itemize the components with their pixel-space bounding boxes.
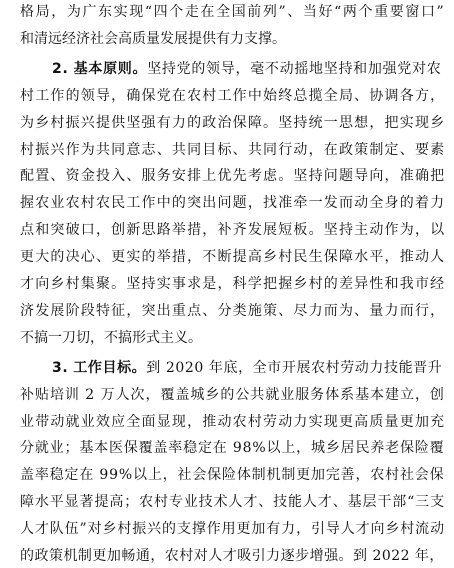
- goals-line-7: 人才队伍”对乡村振兴的支撑作用更加有力，引导人才向乡村流动: [20, 521, 445, 537]
- goals-line-5: 盖率稳定在 99%以上，社会保险体制机制更加完善，农村社会保: [20, 467, 445, 483]
- goals-line-1-text: 到 2020 年底，全市开展农村劳动力技能晋升: [146, 360, 443, 376]
- intro-line-1: 格局，为广东实现“四个走在全国前列”、当好“两个重要窗口”: [20, 4, 446, 20]
- goals-line-6: 障水平显著提高；农村专业技术人才、技能人才、基层干部“三支: [20, 494, 445, 510]
- principles-line-1-text: 坚持党的领导，毫不动摇地坚持和加强党对农: [147, 61, 442, 77]
- goals-line-3: 业带动就业效应全面显现，推动农村劳动力实现更高质量更加充: [20, 414, 446, 430]
- principles-heading-title: 基本原则。: [73, 61, 148, 77]
- goals-line-8: 的政策机制更加畅通，农村对人才吸引力逐步增强。到 2022 年，: [20, 548, 444, 564]
- principles-line-10: 济发展阶段特征，突出重点、分类施策、尽力而为、量力而行，: [20, 303, 446, 319]
- goals-line-4: 分就业；基本医保覆盖率稳定在 98%以上，城乡居民养老保险覆: [20, 440, 445, 456]
- principles-heading-number: 2.: [52, 61, 69, 77]
- principles-line-4: 村振兴作为共同意志、共同目标、共同行动，在政策制定、要素: [20, 142, 446, 158]
- principles-line-9: 才向乡村集聚。坚持实事求是，科学把握乡村的差异性和我市经: [20, 276, 446, 292]
- principles-line-5: 配置、资金投入、服务安排上优先考虑。坚持问题导向，准确把: [20, 168, 446, 184]
- goals-heading-line: [52, 360, 442, 376]
- intro-line-2: 和清远经济社会高质量发展提供有力支撑。: [20, 31, 286, 47]
- goals-heading-title: 工作目标。: [73, 360, 147, 376]
- principles-line-2: 村工作的领导，确保党在农村工作中始终总揽全局、协调各方，: [20, 88, 446, 104]
- principles-line-3: 为乡村振兴提供坚强有力的政治保障。坚持统一思想，把实现乡: [20, 115, 446, 131]
- principles-line-6: 握农业农村农民工作中的突出问题，找准牵一发而动全身的着力: [20, 195, 446, 211]
- principles-line-8: 更大的决心、更实的举措，不断提高乡村民生保障水平，推动人: [20, 249, 446, 265]
- principles-heading-line: [52, 61, 441, 77]
- goals-line-2: 补贴培训 2 万人次，覆盖城乡的公共就业服务体系基本建立，创: [20, 387, 445, 403]
- goals-heading-number: 3.: [52, 360, 69, 376]
- principles-line-11: 不搞一刀切，不搞形式主义。: [20, 330, 202, 346]
- principles-line-7: 点和突破口，创新思路举措，补齐发展短板。坚持主动作为，以: [20, 222, 446, 238]
